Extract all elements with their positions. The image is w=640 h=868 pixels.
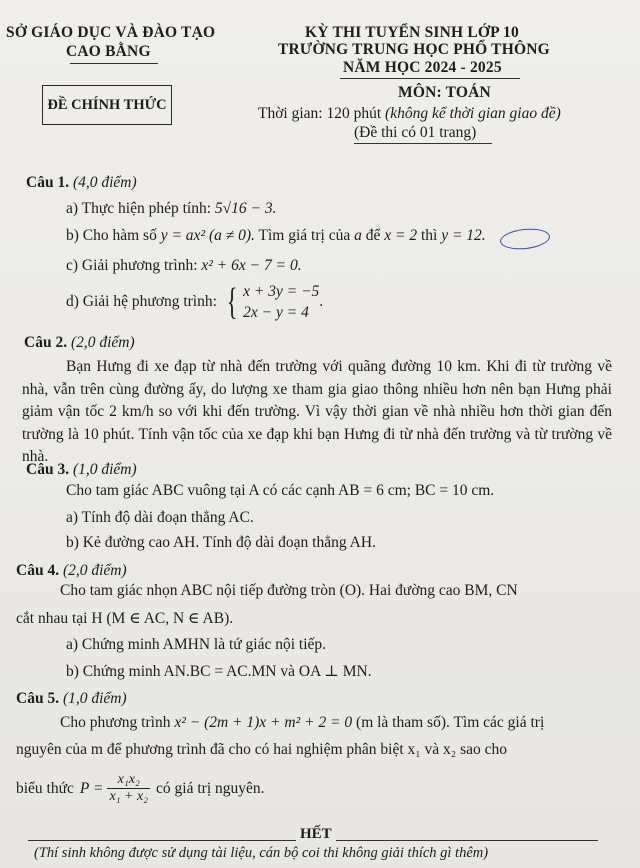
- question-1b-text4: thì: [420, 227, 438, 244]
- school-year: NĂM HỌC 2024 - 2025: [343, 59, 502, 76]
- question-5-equation: x² − (2m + 1)x + m² + 2 = 0: [174, 714, 353, 731]
- question-3-label: Câu 3.: [26, 461, 70, 478]
- pages-note: (Đề thi có 01 trang): [354, 124, 477, 141]
- question-3-intro: Cho tam giác ABC vuông tại A có các cạnh AB = 6 cm; BC = 10 cm.: [66, 482, 495, 499]
- fraction-numerator: x₁x₂: [107, 772, 150, 789]
- subject-title: MÔN: TOÁN: [398, 84, 491, 101]
- question-5-line1: [60, 714, 544, 732]
- question-4a: a) Chứng minh AMHN là tứ giác nội tiếp.: [66, 636, 327, 653]
- pen-mark-circle: [499, 226, 551, 251]
- question-1b-y: y = 12.: [441, 227, 486, 244]
- year-underline: [340, 78, 520, 79]
- question-1a: [66, 200, 276, 218]
- province-name: CAO BẰNG: [66, 43, 151, 60]
- question-1b-text2: Tìm giá trị của: [258, 227, 351, 244]
- question-5-title: [16, 690, 127, 708]
- question-1b-x: x = 2: [384, 227, 418, 244]
- question-1a-text: a) Thực hiện phép tính:: [66, 200, 211, 217]
- question-1b-text: b) Cho hàm số: [66, 227, 157, 244]
- question-1-label: Câu 1.: [26, 174, 70, 191]
- question-2-label: Câu 2.: [24, 334, 68, 351]
- left-brace-icon: {: [226, 281, 238, 323]
- question-5-text3: biểu thức: [16, 779, 74, 797]
- question-5-points: (1,0 điểm): [62, 690, 127, 707]
- question-2-body: Bạn Hưng đi xe đạp từ nhà đến trường với quãng đường 10 km. Khi đi từ trường về nhà, vẫn trên cùng đường ấy, do lượng xe tham gia giao thông nhiều hơn nên bạn Hưng phải giảm vận tốc 2 km/h so với khi đến trường. Vì vậy thời gian về nhà nhiều hơn thời gian đến trường là 10 phút. Tính vận tốc của xe đạp khi bạn Hưng đi từ nhà đến trường và từ trường về nhà.: [22, 358, 612, 465]
- question-5-fraction: [107, 772, 150, 805]
- school-type: TRƯỜNG TRUNG HỌC PHỔ THÔNG: [278, 41, 550, 58]
- footer-note: (Thí sinh không được sử dụng tài liệu, cán bộ coi thi không giải thích gì thêm): [34, 845, 489, 861]
- question-5-label: Câu 5.: [16, 690, 60, 707]
- question-5-text4: có giá trị nguyên.: [156, 779, 265, 797]
- question-4-title: [16, 562, 127, 580]
- question-1d: d) Giải hệ phương trình: { x + 3y = −5 2x − y = 4 .: [66, 281, 324, 323]
- question-1c: [66, 257, 302, 275]
- system-equation-1: x + 3y = −5: [243, 283, 320, 300]
- question-3a: a) Tính độ dài đoạn thẳng AC.: [66, 509, 254, 526]
- end-marker: HẾT: [296, 826, 336, 843]
- province-underline: [70, 63, 158, 64]
- question-1-title: [26, 174, 137, 192]
- department-name: SỞ GIÁO DỤC VÀ ĐÀO TẠO: [6, 24, 216, 41]
- question-1b-function: y = ax² (a ≠ 0).: [160, 227, 255, 244]
- question-2-title: [24, 334, 135, 352]
- time-duration: Thời gian: 120 phút: [258, 105, 382, 122]
- question-4b: b) Chứng minh AN.BC = AC.MN và OA ⊥ MN.: [66, 663, 372, 680]
- time-note: (không kể thời gian giao đề): [385, 105, 561, 122]
- question-1b: [66, 227, 486, 245]
- question-1-points: (4,0 điểm): [72, 174, 137, 191]
- question-1a-math: 5√16 − 3.: [214, 200, 277, 217]
- system-equation-2: 2x − y = 4: [243, 304, 309, 321]
- question-4-intro1: Cho tam giác nhọn ABC nội tiếp đường tròn (O). Hai đường cao BM, CN: [60, 582, 518, 599]
- question-4-intro2: cắt nhau tại H (M ∈ AC, N ∈ AB).: [16, 610, 234, 627]
- fraction-denominator: x₁ + x₂: [109, 789, 149, 804]
- question-5-p: P =: [79, 779, 104, 797]
- question-3b: b) Kẻ đường cao AH. Tính độ dài đoạn thẳng AH.: [66, 534, 376, 551]
- question-4-points: (2,0 điểm): [62, 562, 127, 579]
- equation-system: [223, 281, 319, 323]
- question-1d-text: d) Giải hệ phương trình:: [66, 293, 217, 310]
- question-5-text2: (m là tham số). Tìm các giá trị: [356, 714, 545, 731]
- question-3-title: [26, 461, 137, 479]
- question-1b-var: a: [354, 227, 362, 244]
- question-5-line3: [16, 772, 265, 805]
- time-line: [258, 105, 561, 123]
- question-2-points: (2,0 điểm): [70, 334, 135, 351]
- question-1c-math: x² + 6x − 7 = 0.: [201, 257, 302, 274]
- official-exam-box: ĐỀ CHÍNH THỨC: [42, 85, 172, 125]
- exam-title: KỲ THI TUYỂN SINH LỚP 10: [305, 24, 519, 41]
- question-1c-text: c) Giải phương trình:: [66, 257, 198, 274]
- question-5-line2: nguyên của m để phương trình đã cho có hai nghiệm phân biệt x₁ và x₂ sao cho: [16, 741, 507, 758]
- question-4-label: Câu 4.: [16, 562, 60, 579]
- question-3-points: (1,0 điểm): [72, 461, 137, 478]
- question-1b-text3: để: [365, 227, 381, 244]
- question-5-text1: Cho phương trình: [60, 714, 171, 731]
- pages-underline: [354, 143, 492, 144]
